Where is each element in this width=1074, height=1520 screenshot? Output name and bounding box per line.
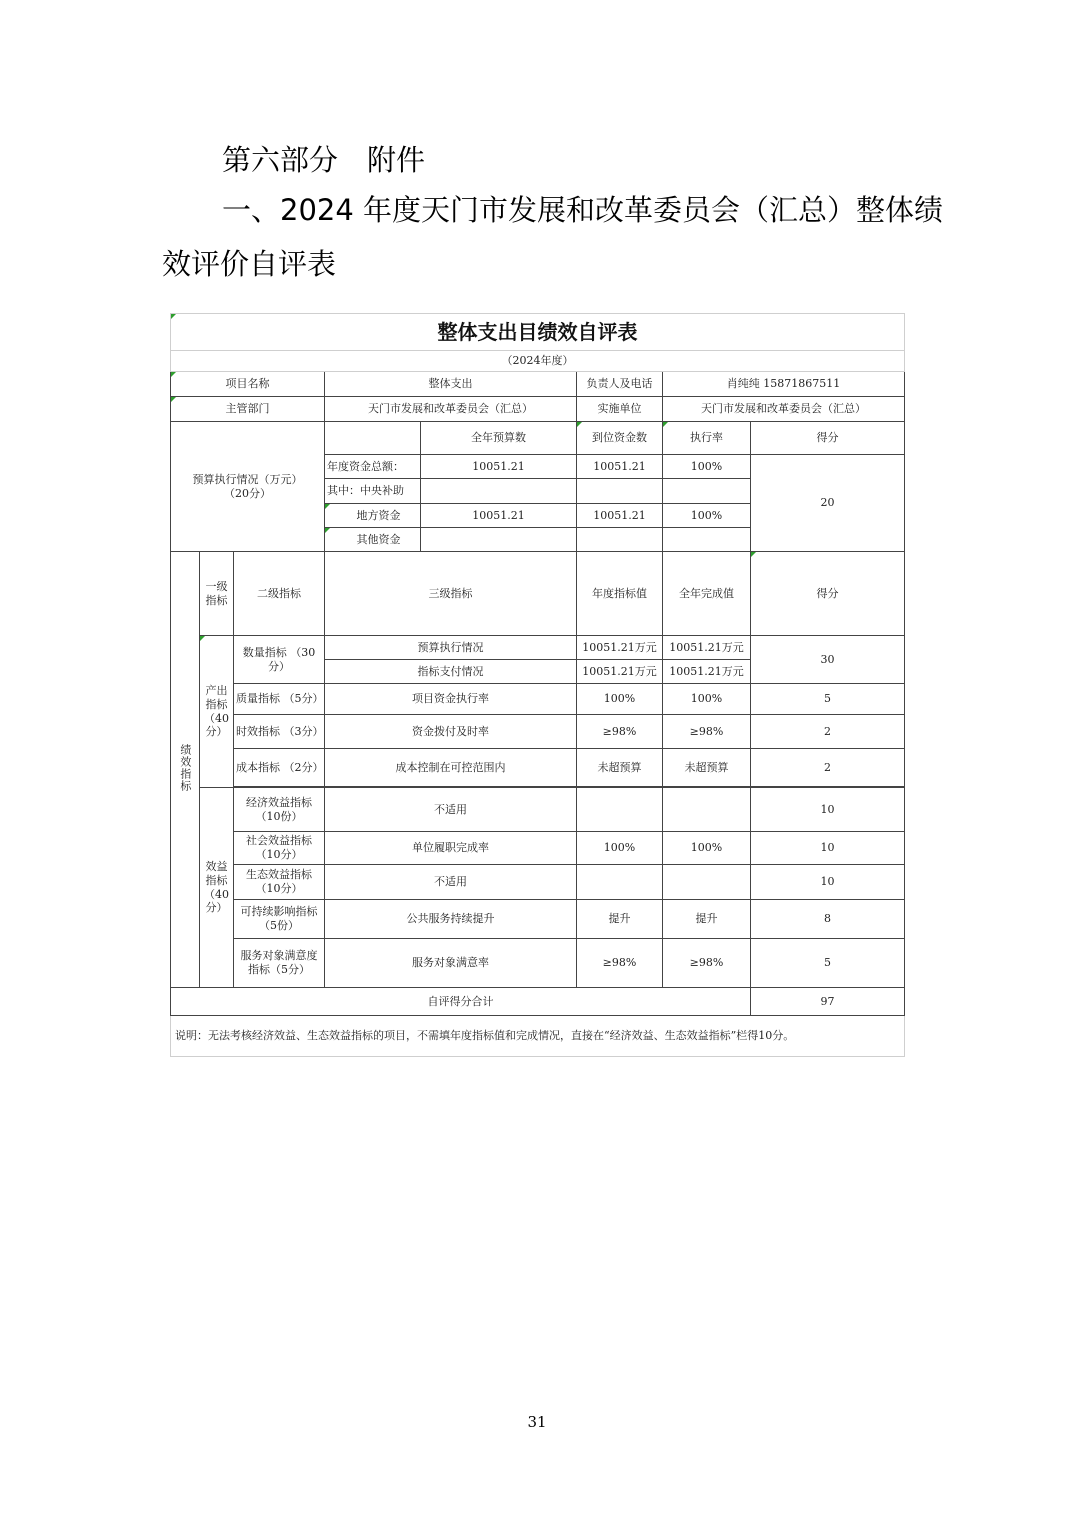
- benefit-label-cell: [200, 788, 234, 988]
- l3-cell: 指标支付情况: [325, 660, 577, 684]
- score-cell: 2: [751, 749, 905, 787]
- actual-cell: 100%: [663, 832, 751, 865]
- output-label-cell: [200, 636, 234, 788]
- budget-cell: [421, 528, 577, 552]
- budget-cell: 10051.21: [421, 504, 577, 528]
- score-cell: 10: [751, 832, 905, 865]
- actual-cell: 10051.21万元: [663, 660, 751, 684]
- page-number: 31: [527, 1413, 547, 1431]
- target-cell: 100%: [577, 684, 663, 715]
- target-cell: 100%: [577, 832, 663, 865]
- target-cell: 10051.21万元: [577, 660, 663, 684]
- actual-cell: 提升: [663, 900, 751, 939]
- actual-cell: 未超预算: [663, 749, 751, 787]
- budget-cell: [577, 528, 663, 552]
- budget-cell: [577, 479, 663, 504]
- l2-cell: 生态效益指标（10分）: [234, 865, 325, 900]
- indicator-header-score: 得分: [751, 552, 905, 636]
- perf-label-cell: [171, 552, 200, 988]
- actual-cell: [663, 865, 751, 900]
- l3-cell: 预算执行情况: [325, 636, 577, 660]
- actual-cell: [663, 788, 751, 832]
- l3-cell: 不适用: [325, 865, 577, 900]
- indicator-header-l3: 三级指标: [325, 552, 577, 636]
- perf-label: 绩效指标: [178, 743, 192, 792]
- indicator-header-l1: 一级指标: [200, 552, 234, 636]
- budget-cell: [663, 479, 751, 504]
- indicator-header-target: 年度指标值: [577, 552, 663, 636]
- target-cell: 提升: [577, 900, 663, 939]
- l2-cell: 数量指标 （30分）: [234, 636, 325, 684]
- actual-cell: ≥98%: [663, 939, 751, 988]
- budget-cell: 10051.21: [577, 504, 663, 528]
- l3-cell: 资金拨付及时率: [325, 715, 577, 749]
- output-label: 产出指标（40分）: [204, 684, 229, 739]
- dept-label: 主管部门: [171, 397, 325, 422]
- budget-row-label: 其中：中央补助: [325, 479, 421, 504]
- l3-cell: 公共服务持续提升: [325, 900, 577, 939]
- budget-cell: 10051.21: [577, 455, 663, 479]
- benefit-label: 效益指标（40分）: [204, 860, 229, 915]
- table-title-cell: [171, 314, 905, 351]
- score-cell: 2: [751, 715, 905, 749]
- table-heading-line1: 一、2024 年度天门市发展和改革委员会（汇总）整体绩: [222, 193, 944, 227]
- l2-cell: 经济效益指标（10份）: [234, 788, 325, 832]
- score-cell: 10: [751, 865, 905, 900]
- score-cell: 10: [751, 788, 905, 832]
- impl-unit-label: 实施单位: [577, 397, 663, 422]
- indicator-header-l2: 二级指标: [234, 552, 325, 636]
- score-cell: 5: [751, 939, 905, 988]
- budget-cell: [663, 528, 751, 552]
- total-score: 97: [751, 988, 905, 1016]
- l3-cell: 不适用: [325, 788, 577, 832]
- target-cell: ≥98%: [577, 715, 663, 749]
- score-cell: 5: [751, 684, 905, 715]
- budget-label: 预算执行情况（万元） （20分）: [171, 422, 325, 552]
- budget-header-score: 得分: [751, 422, 905, 455]
- impl-unit-value: 天门市发展和改革委员会（汇总）: [663, 397, 905, 422]
- l3-cell: 项目资金执行率: [325, 684, 577, 715]
- budget-cell: 10051.21: [421, 455, 577, 479]
- dept-value: 天门市发展和改革委员会（汇总）: [325, 397, 577, 422]
- table-title: 整体支出目绩效自评表: [437, 319, 638, 344]
- score-cell: 30: [751, 636, 905, 684]
- target-cell: [577, 788, 663, 832]
- l2-cell: 服务对象满意度指标（5分）: [234, 939, 325, 988]
- evaluation-table: [170, 313, 905, 1057]
- l2-cell: 时效指标 （3分）: [234, 715, 325, 749]
- l3-cell: 单位履职完成率: [325, 832, 577, 865]
- budget-cell: [421, 479, 577, 504]
- l2-cell: 可持续影响指标（5份）: [234, 900, 325, 939]
- budget-cell: 100%: [663, 504, 751, 528]
- budget-header-annual: 全年预算数: [421, 422, 577, 455]
- contact-label: 负责人及电话: [577, 372, 663, 397]
- budget-row-label: 年度资金总额：: [325, 455, 421, 479]
- target-cell: 10051.21万元: [577, 636, 663, 660]
- section-heading: 第六部分 附件: [222, 143, 426, 177]
- table-note: 说明：无法考核经济效益、生态效益指标的项目，不需填年度指标值和完成情况，直接在“经济效益、生态效益指标”栏得10分。: [171, 1016, 905, 1057]
- budget-cell: 100%: [663, 455, 751, 479]
- l2-cell: 质量指标 （5分）: [234, 684, 325, 715]
- total-label: 自评得分合计: [171, 988, 751, 1016]
- budget-header-received: 到位资金数: [577, 422, 663, 455]
- score-cell: 8: [751, 900, 905, 939]
- actual-cell: ≥98%: [663, 715, 751, 749]
- budget-header-blank: [325, 422, 421, 455]
- indicator-header-actual: 全年完成值: [663, 552, 751, 636]
- actual-cell: 10051.21万元: [663, 636, 751, 660]
- target-cell: [577, 865, 663, 900]
- l2-cell: 社会效益指标（10分）: [234, 832, 325, 865]
- budget-row-label: 地方资金: [325, 504, 421, 528]
- table-heading-line2: 效评价自评表: [162, 247, 337, 281]
- table-year: （2024年度）: [171, 351, 905, 372]
- project-name-value: 整体支出: [325, 372, 577, 397]
- contact-value: 肖纯纯 15871867511: [663, 372, 905, 397]
- target-cell: 未超预算: [577, 749, 663, 787]
- evaluation-table-wrapper: [170, 313, 904, 1057]
- budget-header-rate: 执行率: [663, 422, 751, 455]
- target-cell: ≥98%: [577, 939, 663, 988]
- l2-cell: 成本指标 （2分）: [234, 749, 325, 787]
- project-name-label: 项目名称: [171, 372, 325, 397]
- l3-cell: 服务对象满意率: [325, 939, 577, 988]
- budget-row-label: 其他资金: [325, 528, 421, 552]
- l3-cell: 成本控制在可控范围内: [325, 749, 577, 787]
- budget-score: 20: [751, 455, 905, 552]
- actual-cell: 100%: [663, 684, 751, 715]
